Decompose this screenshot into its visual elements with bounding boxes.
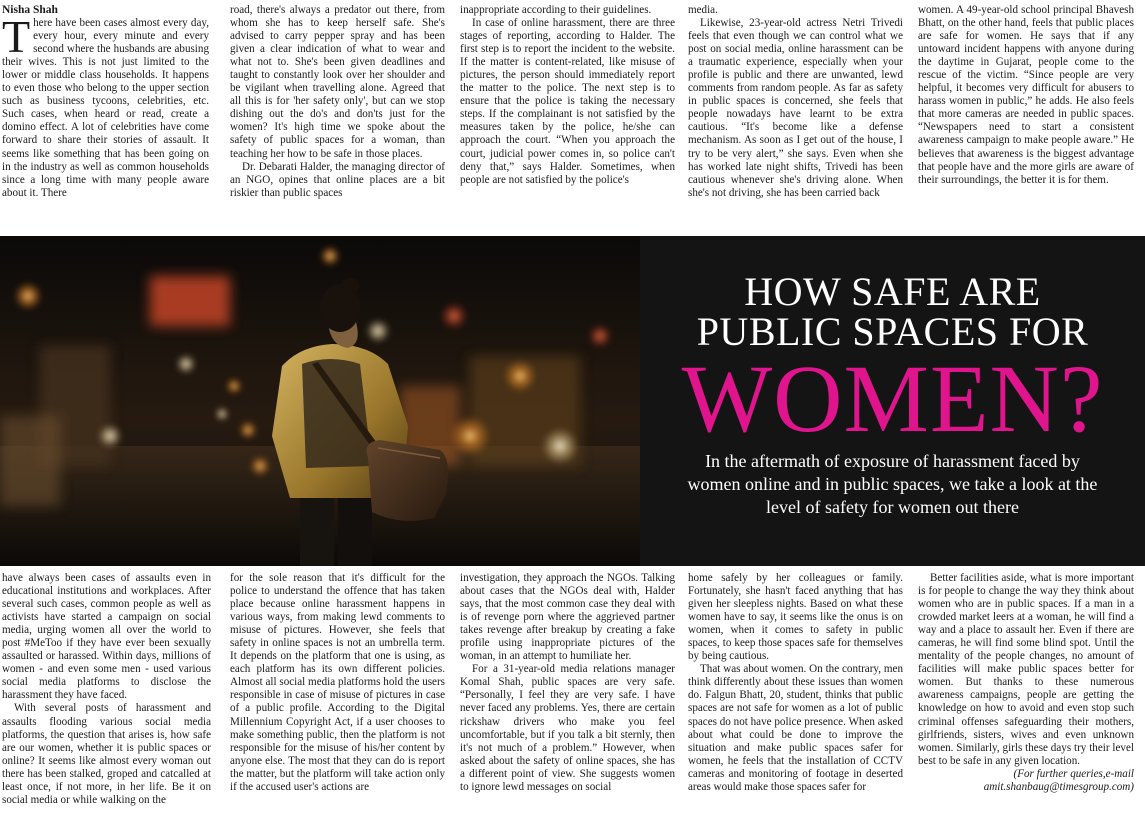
article-column-bottom-4 (688, 572, 903, 827)
headline-banner (0, 236, 1145, 566)
article-paragraph: investigation, they approach the NGOs. Talking about cases that the NGOs deal with, Halder says, that the most common case they deal with is of revenge porn where the aggrieved partner takes revenge after breakup by creating a fake profile using inappropriate pictures of the woman, in an attempt to humiliate her. (460, 572, 675, 663)
article-paragraph: have always been cases of assaults even in educational institutions and workplaces. After several such cases, common people as well as activists have started a campaign on social media, urging women all over the world to post #MeToo if they have ever been sexually assaulted or harassed. Within days, millions of women - and even some men - used various social media platforms to disclose the harassment they have faced. (2, 572, 211, 702)
article-column-bottom-2 (230, 572, 445, 827)
article-paragraph: Dr. Debarati Halder, the managing director of an NGO, opines that online places are a bit riskier than public spaces (230, 160, 445, 199)
article-paragraph: Likewise, 23-year-old actress Netri Trivedi feels that even though we can control what we post on social media, online harassment can be a traumatic experience, especially when your profile is public and there are unwanted, lewd comments from random people. As far as safety in public spaces is concerned, she feels that people nowadays have learnt to be extra cautious. “It's become like a defense mechanism. As soon as I get out of the house, I try to be very alert,” she says. Even when she has worked late night shifts, Trivedi has been cautious whenever she's driving alone. When she's not driving, she has been carried back (688, 17, 903, 199)
article-column-bottom-3 (460, 572, 675, 827)
byline: Nisha Shah (2, 4, 58, 16)
article-column-bottom-5 (918, 572, 1134, 827)
contact-credit-line-2: amit.shanbaug@timesgroup.com) (983, 780, 1134, 793)
article-paragraph: for the sole reason that it's difficult for the police to understand the offence that has taken place because online harassment happens in various ways, from making lewd comments to misuse of pictures. However, she feels that safety in online spaces is not an umbrella term. It depends on the platform that one is using, as each platform has its own different policies. Almost all social media platforms hold the users responsible in case of misuse of pictures in case of a public profile. According to the Digital Millennium Copyright Act, if a user chooses to make something public, then the platform is not responsible for the misuse of his/her content by anyone else. The most that they can do is report the matter, but the platform will take action only if the accused user's actions are (230, 572, 445, 793)
headline (645, 269, 1140, 452)
article-paragraph: media. (688, 4, 718, 16)
drop-cap: T (2, 11, 31, 63)
article-column-top-2 (230, 4, 445, 236)
article-column-top-4 (688, 4, 903, 236)
article-column-top-1 (2, 4, 209, 236)
article-paragraph: There have been cases almost every day, every hour, every minute and every second where the husbands are abusing their wives. This is not just limited to the lower or middle class households. It happens to even those who belong to the upper section such as business tycoons, celebrities, etc. Such cases, when heard or read, create a domino effect. A lot of celebrities have come forward to share their stories of assault. It seems like something that has been going on in the industry as well as common households since a long time with many people aware about it. There (2, 11, 209, 199)
headline-line-1: HOW SAFE ARE (744, 269, 1041, 314)
article-paragraph: road, there's always a predator out there, from whom she has to keep herself safe. She's advised to carry pepper spray and has been given a clear indication of what to wear and what not to. She's been given deadlines and taught to constantly look over her shoulder and be vigilant when travelling alone. Agreed that all this is for 'her safety only', but can we stop dishing out the do's and don'ts just for the women? It's high time we spoke about the safety of public spaces for a woman, than teaching her how to be safe in those places. (230, 4, 445, 160)
article-paragraph: For a 31-year-old media relations manager Komal Shah, public spaces are very safe. “Personally, I feel they are very safe. I have never faced any problems. Yes, there are certain rickshaw drivers who make you feel uncomfortable, but if you talk a bit sternly, then it's not much of a problem.” However, when asked about the safety of online spaces, she has a different point of view. She suggests women to ignore lewd messages on social (460, 663, 675, 793)
article-paragraph: In case of online harassment, there are three stages of reporting, according to Halder. The first step is to report the incident to the website. If the matter is content-related, like misuse of pictures, the person should immediately report the matter to the police. The next step is to ensure that the police is taking the necessary steps. If the complainant is not satisfied by the measures taken by the police, he/she can approach the court. “When you approach the court, judicial power comes in, so police can't deny that,” says Halder. Sometimes, when people are not satisfied by the police's (460, 17, 675, 186)
headline-line-2: PUBLIC SPACES FOR (696, 309, 1089, 354)
contact-credit-line-1: (For further queries,e-mail (1013, 767, 1134, 780)
headline-accent-word: WOMEN? (681, 345, 1104, 452)
article-column-bottom-1 (2, 572, 211, 827)
standfirst: In the aftermath of exposure of harassment faced by women online and in public spaces, we take a look at the level of safety for women out there (687, 451, 1098, 517)
article-paragraph: That was about women. On the contrary, men think differently about these issues than women do. Falgun Bhatt, 20, student, thinks that public spaces are not safe for women as a lot of public spaces do not have police presence. When asked about what could be done to improve the situation and make public spaces safer for women, he feels that the installation of CCTV cameras and monitoring of footage in deserted areas would make those spaces safer for (688, 663, 903, 793)
article-paragraph: women. A 49-year-old school principal Bhavesh Bhatt, on the other hand, feels that public places are safe for women. He says that if any untoward incident happens with anyone during the daytime in Gujarat, people come to the rescue of the victim. “Since people are very helpful, it becomes very difficult for abusers to harass women in public,” he adds. He also feels that more cameras are needed in public spaces. “Newspapers need to start a consistent awareness campaign to make people aware.” He believes that awareness is the biggest advantage that people have and the more girls are aware of their surroundings, the better it is for them. (918, 4, 1134, 186)
article-column-top-3 (460, 4, 675, 236)
article-paragraph: inappropriate according to their guidelines. (460, 4, 652, 16)
article-paragraph: With several posts of harassment and assaults flooding various social media platforms, the question that arises is, how safe are our women, whether it is public spaces or online? It seems like almost every woman out there has been stalked, groped and catcalled at least once, if not more, in her life. Be it on social media or while walking on the (2, 702, 211, 806)
article-paragraph: home safely by her colleagues or family. Fortunately, she hasn't faced anything that has given her sleepless nights. Based on what these women have to say, it seems like the onus is on women, when it comes to safety in public spaces, to keep those spaces safe for themselves by being cautious. (688, 572, 903, 663)
feature-photo (0, 236, 640, 566)
article-paragraph: Better facilities aside, what is more important is for people to change the way they think about women who are in public spaces. If a man in a crowded market leers at a woman, he will find a way and a place to assault her. Even if there are cameras, he will find some blind spot. Until the mentality of the people changes, no amount of facilities will make public spaces better for women. But thanks to these numerous awareness campaigns, people are getting the knowledge on how to avoid and even stop such criminal offenses safeguarding their mothers, girlfriends, sisters, wives and even unknown women. Similarly, girls these days try their level best to be safe in any given location. (918, 572, 1134, 767)
article-column-top-5 (918, 4, 1134, 236)
